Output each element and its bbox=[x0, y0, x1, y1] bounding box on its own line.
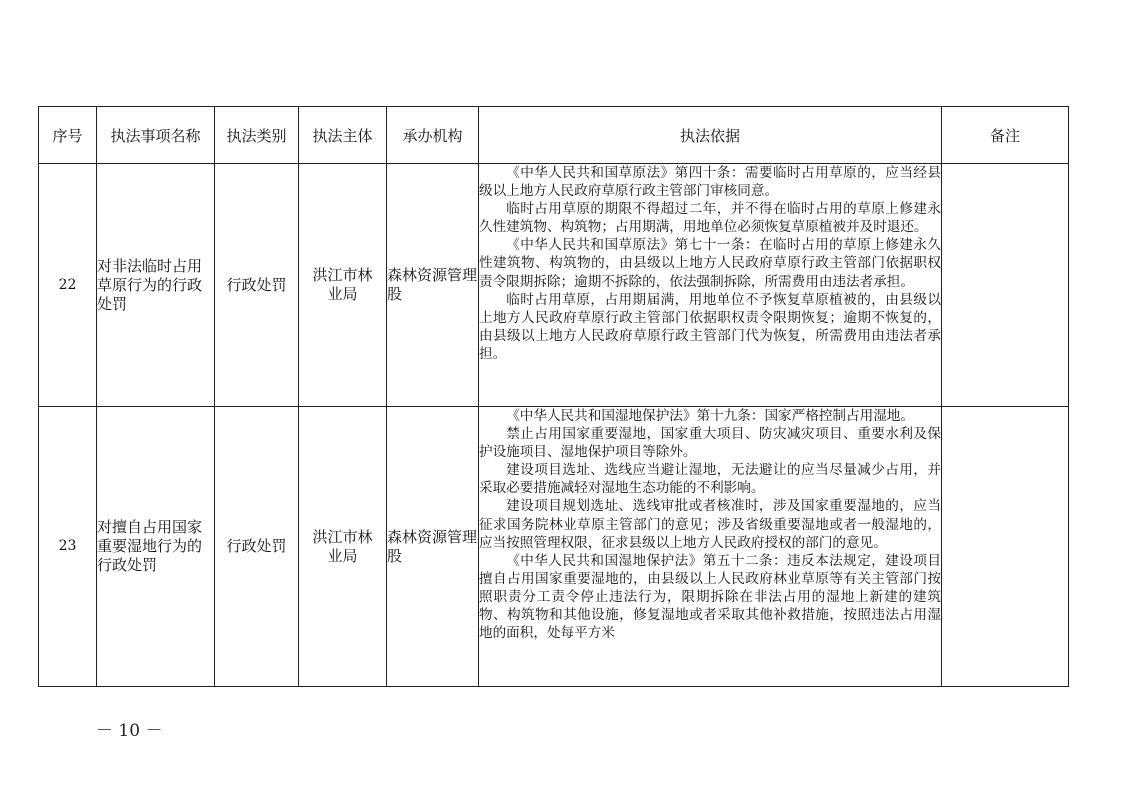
basis-paragraph: 建设项目选址、选线应当避让湿地，无法避让的应当尽量减少占用，并采取必要措施减轻对湿地生态功能的不利影响。 bbox=[479, 462, 941, 497]
row-organization: 森林资源管理股 bbox=[387, 407, 479, 687]
row-subject: 洪江市林业局 bbox=[299, 407, 387, 687]
basis-paragraph: 临时占用草原的期限不得超过二年，并不得在临时占用的草原上修建永久性建筑物、构筑物；占用期满，用地单位必须恢复草原植被并及时退还。 bbox=[479, 201, 941, 236]
row-basis bbox=[479, 407, 942, 687]
row-remark bbox=[942, 407, 1069, 687]
header-category: 执法类别 bbox=[215, 107, 299, 164]
header-remark: 备注 bbox=[942, 107, 1069, 164]
row-seq: 23 bbox=[39, 407, 97, 687]
basis-paragraph: 建设项目规划选址、选线审批或者核准时，涉及国家重要湿地的，应当征求国务院林业草原主管部门的意见；涉及省级重要湿地或者一般湿地的，应当按照管理权限，征求县级以上地方人民政府授权的部门的意见。 bbox=[479, 498, 941, 551]
header-seq: 序号 bbox=[39, 107, 97, 164]
row-category: 行政处罚 bbox=[215, 407, 299, 687]
row-subject: 洪江市林业局 bbox=[299, 164, 387, 407]
row-item-name: 对擅自占用国家重要湿地行为的行政处罚 bbox=[97, 407, 215, 687]
row-organization: 森林资源管理股 bbox=[387, 164, 479, 407]
row-basis bbox=[479, 164, 942, 407]
header-basis: 执法依据 bbox=[479, 107, 942, 164]
page-number: － 10 － bbox=[96, 721, 163, 741]
basis-paragraph: 《中华人民共和国湿地保护法》第十九条：国家严格控制占用湿地。 bbox=[506, 408, 914, 424]
basis-paragraph: 《中华人民共和国草原法》第七十一条：在临时占用的草原上修建永久性建筑物、构筑物的，由县级以上地方人民政府草原行政主管部门依据职权责令限期拆除；逾期不拆除的，依法强制拆除，所需费用由违法者承担。 bbox=[479, 237, 941, 290]
table-row bbox=[39, 164, 1069, 407]
row-item-name: 对非法临时占用草原行为的行政处罚 bbox=[97, 164, 215, 407]
basis-paragraph: 临时占用草原，占用期届满，用地单位不予恢复草原植被的，由县级以上地方人民政府草原行政主管部门依据职权责令限期恢复；逾期不恢复的，由县级以上地方人民政府草原行政主管部门代为恢复，所需费用由违法者承担。 bbox=[479, 291, 941, 362]
basis-paragraph: 《中华人民共和国湿地保护法》第五十二条：违反本法规定，建设项目擅自占用国家重要湿地的，由县级以上人民政府林业草原等有关主管部门按照职责分工责令停止违法行为，限期拆除在非法占用的湿地上新建的建筑物、构筑物和其他设施，修复湿地或者采取其他补救措施，按照违法占用湿地的面积，处每平方米 bbox=[479, 552, 941, 642]
header-item-name: 执法事项名称 bbox=[97, 107, 215, 164]
row-seq: 22 bbox=[39, 164, 97, 407]
enforcement-table bbox=[38, 106, 1069, 687]
basis-paragraph: 《中华人民共和国草原法》第四十条：需要临时占用草原的，应当经县级以上地方人民政府草原行政主管部门审核同意。 bbox=[479, 165, 941, 200]
basis-text-clip bbox=[479, 407, 941, 686]
header-subject: 执法主体 bbox=[299, 107, 387, 164]
row-category: 行政处罚 bbox=[215, 164, 299, 407]
header-organization: 承办机构 bbox=[387, 107, 479, 164]
table-row bbox=[39, 407, 1069, 687]
table-header-row bbox=[39, 107, 1069, 164]
row-remark bbox=[942, 164, 1069, 407]
basis-paragraph: 禁止占用国家重要湿地，国家重大项目、防灾减灾项目、重要水利及保护设施项目、湿地保护项目等除外。 bbox=[479, 426, 941, 461]
